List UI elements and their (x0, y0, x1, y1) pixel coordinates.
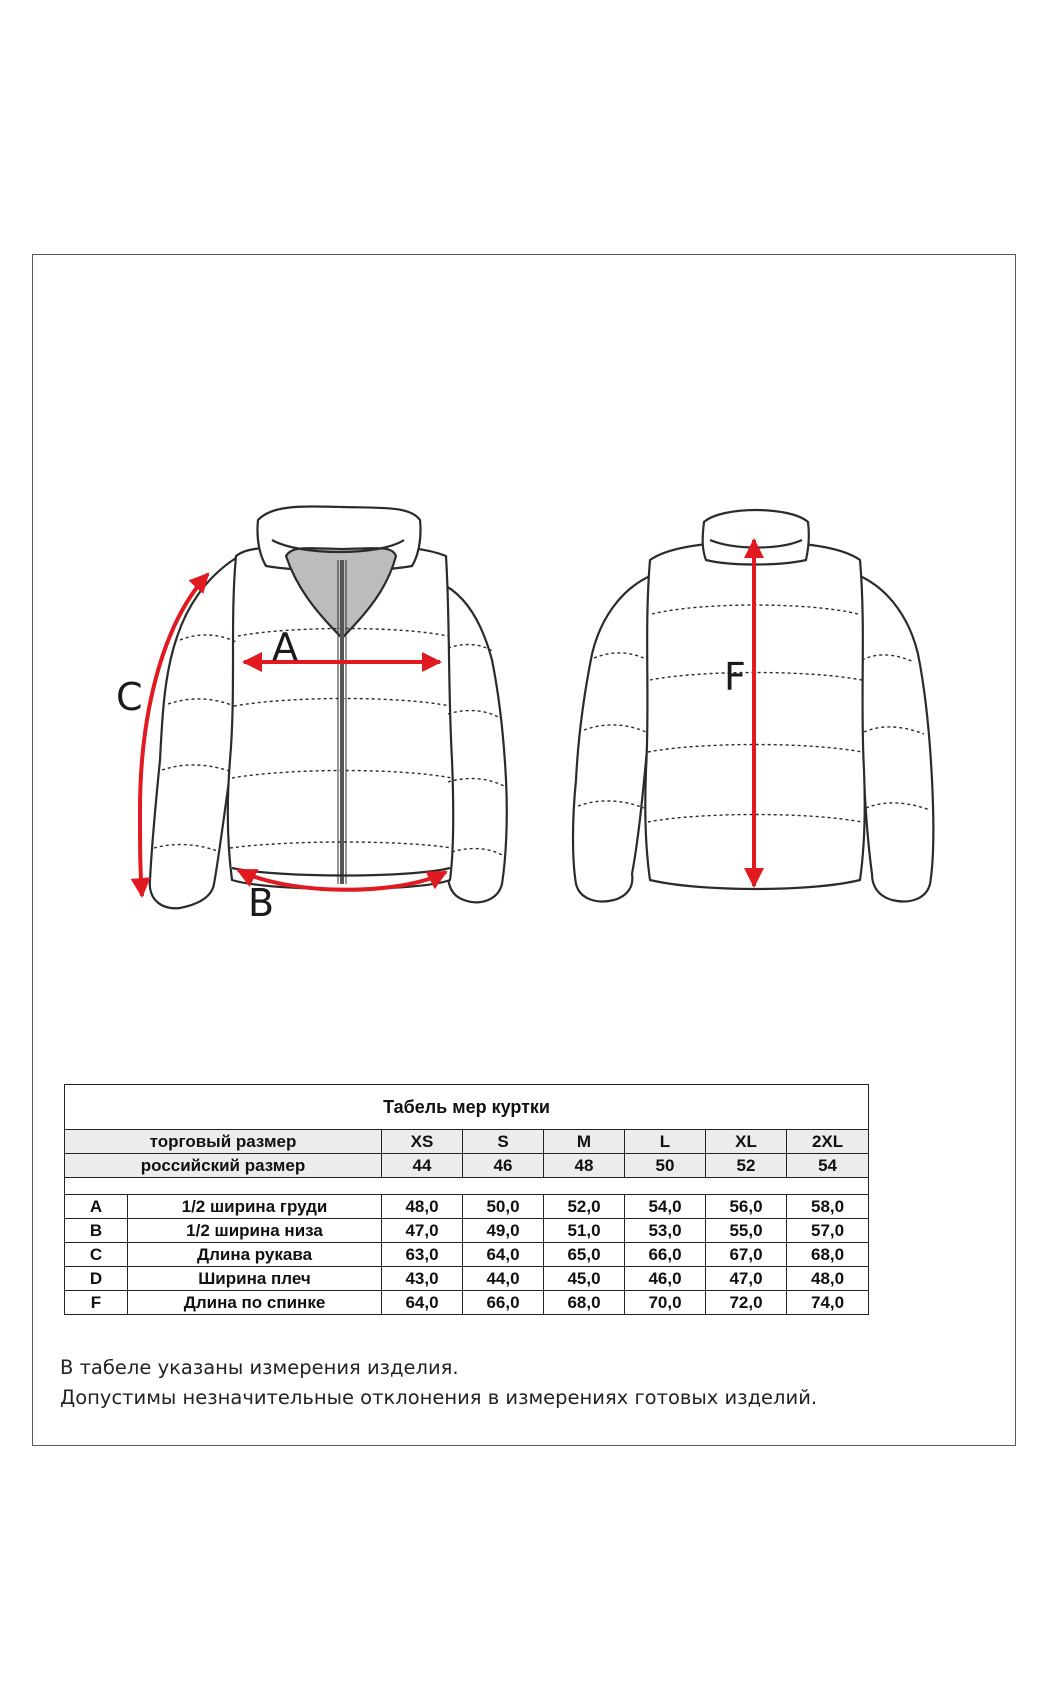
measure-name: Ширина плеч (128, 1267, 382, 1291)
value-cell: 53,0 (625, 1219, 706, 1243)
jacket-front-illustration (150, 507, 507, 909)
value-cell: 58,0 (787, 1195, 869, 1219)
note-measurements: В табеле указаны измерения изделия. (60, 1356, 459, 1379)
value-cell: 66,0 (625, 1243, 706, 1267)
size-cell: XS (382, 1130, 463, 1154)
value-cell: 47,0 (382, 1219, 463, 1243)
value-cell: 65,0 (544, 1243, 625, 1267)
size-cell: XL (706, 1130, 787, 1154)
measure-code: F (65, 1291, 128, 1315)
size-cell: 50 (625, 1154, 706, 1178)
value-cell: 57,0 (787, 1219, 869, 1243)
size-cell: 2XL (787, 1130, 869, 1154)
label-f: F (724, 655, 746, 699)
value-cell: 49,0 (463, 1219, 544, 1243)
value-cell: 70,0 (625, 1291, 706, 1315)
spacer-row (65, 1178, 869, 1195)
measure-name: 1/2 ширина низа (128, 1219, 382, 1243)
value-cell: 72,0 (706, 1291, 787, 1315)
value-cell: 74,0 (787, 1291, 869, 1315)
value-cell: 56,0 (706, 1195, 787, 1219)
value-cell: 45,0 (544, 1267, 625, 1291)
note-tolerance: Допустимы незначительные отклонения в измерениях готовых изделий. (60, 1386, 818, 1409)
value-cell: 44,0 (463, 1267, 544, 1291)
table-row (65, 1219, 869, 1243)
trade-size-label: торговый размер (65, 1130, 382, 1154)
value-cell: 52,0 (544, 1195, 625, 1219)
table-row (65, 1267, 869, 1291)
measure-code: D (65, 1267, 128, 1291)
measure-name: Длина по спинке (128, 1291, 382, 1315)
measure-code: C (65, 1243, 128, 1267)
size-cell: 44 (382, 1154, 463, 1178)
size-cell: 54 (787, 1154, 869, 1178)
label-a: A (272, 625, 298, 669)
size-cell: 46 (463, 1154, 544, 1178)
russian-size-row (65, 1154, 869, 1178)
value-cell: 50,0 (463, 1195, 544, 1219)
value-cell: 68,0 (544, 1291, 625, 1315)
measure-name: 1/2 ширина груди (128, 1195, 382, 1219)
size-cell: S (463, 1130, 544, 1154)
measure-code: B (65, 1219, 128, 1243)
value-cell: 47,0 (706, 1267, 787, 1291)
value-cell: 51,0 (544, 1219, 625, 1243)
table-title: Табель мер куртки (65, 1085, 869, 1130)
value-cell: 68,0 (787, 1243, 869, 1267)
value-cell: 55,0 (706, 1219, 787, 1243)
size-cell: L (625, 1130, 706, 1154)
measure-code: A (65, 1195, 128, 1219)
table-row (65, 1195, 869, 1219)
table-row (65, 1243, 869, 1267)
value-cell: 64,0 (382, 1291, 463, 1315)
value-cell: 46,0 (625, 1267, 706, 1291)
value-cell: 48,0 (787, 1267, 869, 1291)
value-cell: 67,0 (706, 1243, 787, 1267)
russian-size-label: российский размер (65, 1154, 382, 1178)
size-cell: 48 (544, 1154, 625, 1178)
value-cell: 64,0 (463, 1243, 544, 1267)
table-title-row (65, 1085, 869, 1130)
value-cell: 63,0 (382, 1243, 463, 1267)
size-chart-table (64, 1084, 869, 1315)
value-cell: 66,0 (463, 1291, 544, 1315)
value-cell: 48,0 (382, 1195, 463, 1219)
value-cell: 54,0 (625, 1195, 706, 1219)
table-row (65, 1291, 869, 1315)
value-cell: 43,0 (382, 1267, 463, 1291)
size-cell: M (544, 1130, 625, 1154)
size-cell: 52 (706, 1154, 787, 1178)
label-b: B (248, 881, 275, 925)
trade-size-row (65, 1130, 869, 1154)
label-c: C (116, 675, 143, 719)
measure-name: Длина рукава (128, 1243, 382, 1267)
